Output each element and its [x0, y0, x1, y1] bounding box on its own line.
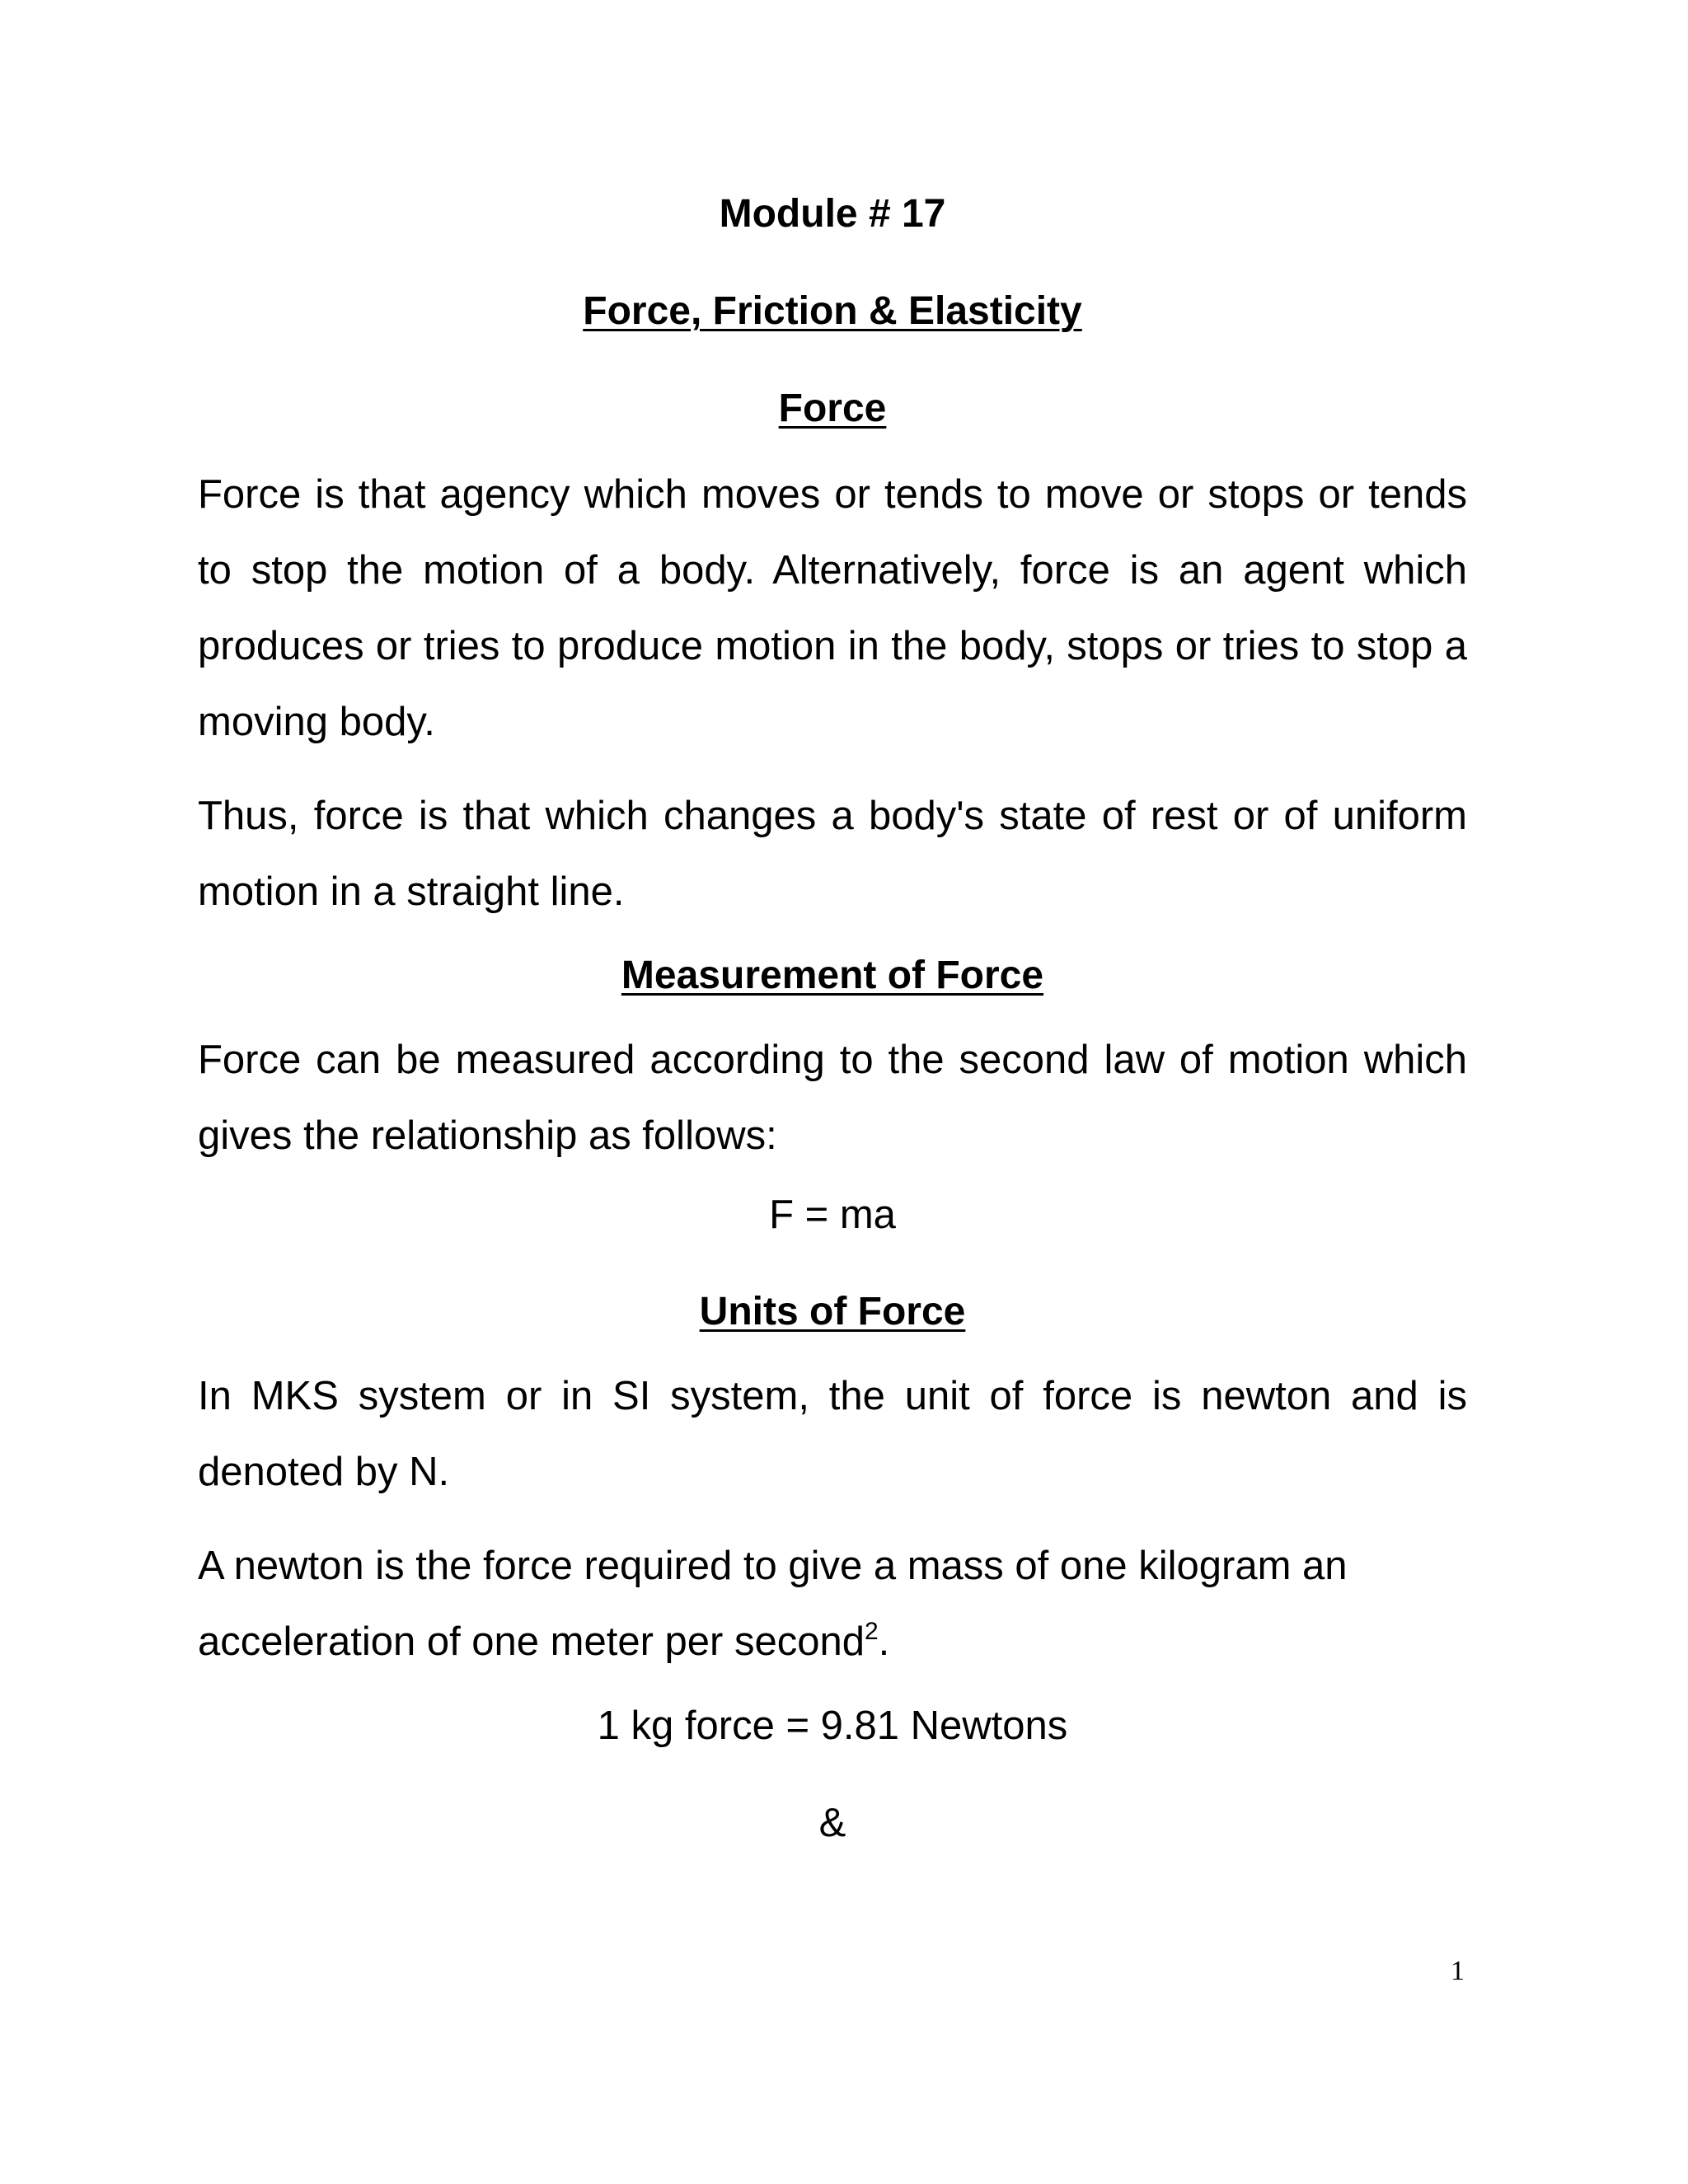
section-heading-measurement [198, 951, 1467, 1001]
ampersand: & [818, 1801, 846, 1845]
main-title-text: Force, Friction & Elasticity [583, 289, 1082, 333]
force-thus-paragraph: Thus, force is that which changes a body's state of rest or of uniform motion in a straight line. [198, 794, 1467, 914]
formula: F = ma [769, 1193, 896, 1237]
section-heading-force [198, 384, 1467, 434]
newton-definition-text: A newton is the force required to give a mass of one kilogram an acceleration of one meter per second [198, 1544, 1348, 1664]
force-definition-paragraph: Force is that agency which moves or tends to move or stops or tends to stop the motion of a body. Alternatively, force is an agent which produces or tries to produce motion in the body, stops or tries to stop a moving body. [198, 472, 1467, 744]
main-title [198, 287, 1467, 336]
units-paragraph: In MKS system or in SI system, the unit of force is newton and is denoted by N. [198, 1374, 1467, 1494]
conversion-line: 1 kg force = 9.81 Newtons [597, 1704, 1068, 1748]
module-title: Module # 17 [719, 192, 946, 236]
section-heading-units-text: Units of Force [699, 1290, 966, 1333]
page-number: 1 [1451, 1956, 1465, 1986]
measurement-paragraph: Force can be measured according to the second law of motion which gives the relationship as follows: [198, 1038, 1467, 1158]
page-content [198, 190, 1467, 1848]
newton-definition-paragraph [198, 1528, 1467, 1680]
section-heading-units [198, 1287, 1467, 1337]
section-heading-measurement-text: Measurement of Force [621, 954, 1044, 997]
superscript-two: 2 [864, 1617, 879, 1645]
section-heading-force-text: Force [778, 387, 887, 430]
newton-definition-end: . [878, 1619, 890, 1664]
